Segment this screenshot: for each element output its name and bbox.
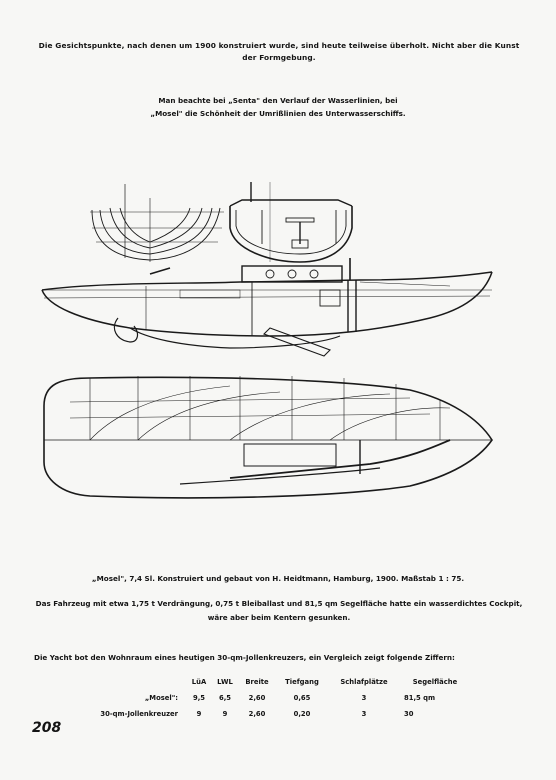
table-header-cell: LWL [217,678,233,686]
table-cell: 81,5 qm [404,694,436,702]
table-header-cell: Schlafplätze [340,678,388,686]
table-row [100,690,466,706]
comparison-intro: Die Yacht bot den Wohnraum eines heutigen 30-qm-Jollenkreuzers, ein Vergleich zeigt folgende Ziffern: [34,653,455,662]
table-header-cell: Segelfläche [412,678,458,686]
table-cell: 9 [196,710,202,718]
table-cell: 2,60 [248,694,266,702]
table-cell: 9 [222,710,228,718]
half-breadth-plan [44,376,492,498]
table-cell: 3 [361,710,367,718]
table-cell: 30-qm-Jollenkreuzer [100,710,178,718]
table-cell: „Mosel": [144,694,178,702]
drawing-note [100,94,456,120]
note-line-1: Man beachte bei „Senta" den Verlauf der Wasserlinien, bei [158,96,398,105]
table-header-cell [100,674,186,690]
intro-text: Die Gesichtspunkte, nach denen um 1900 konstruiert wurde, sind heute teilweise überholt. Nicht aber die Kunst der Formgebung. [38,41,520,62]
table-cell: 3 [361,694,367,702]
description-text: Das Fahrzeug mit etwa 1,75 t Verdrängung, 0,75 t Bleiballast und 81,5 qm Segelfläche hatte ein wasserdichtes Cockpit, wäre aber beim Kentern gesunken. [35,599,523,622]
body-plan-sections [90,184,224,262]
table-cell: 6,5 [218,694,232,702]
note-line-2: „Mosel" die Schönheit der Umrißlinien des Unterwasserschiffs. [150,109,406,118]
sheer-plan [42,258,492,356]
midship-section [230,182,352,262]
table-cell: 0,65 [293,694,311,702]
table-cell: 30 [404,710,414,718]
table-cell: 0,20 [293,710,311,718]
table-header-row [100,674,466,690]
table-row [100,706,466,722]
page-number: 208 [32,720,62,736]
figure-caption: „Mosel", 7,4 Sl. Konstruiert und gebaut von H. Heidtmann, Hamburg, 1900. Maßstab 1 : 75. [91,574,465,583]
table-header-cell: LüA [191,678,207,686]
specs-table [100,674,466,722]
table-cell: 2,60 [248,710,266,718]
table-cell: 9,5 [192,694,206,702]
table-header-cell: Tiefgang [285,678,319,686]
table-header-cell: Breite [245,678,269,686]
yacht-plan-drawing [30,178,530,518]
